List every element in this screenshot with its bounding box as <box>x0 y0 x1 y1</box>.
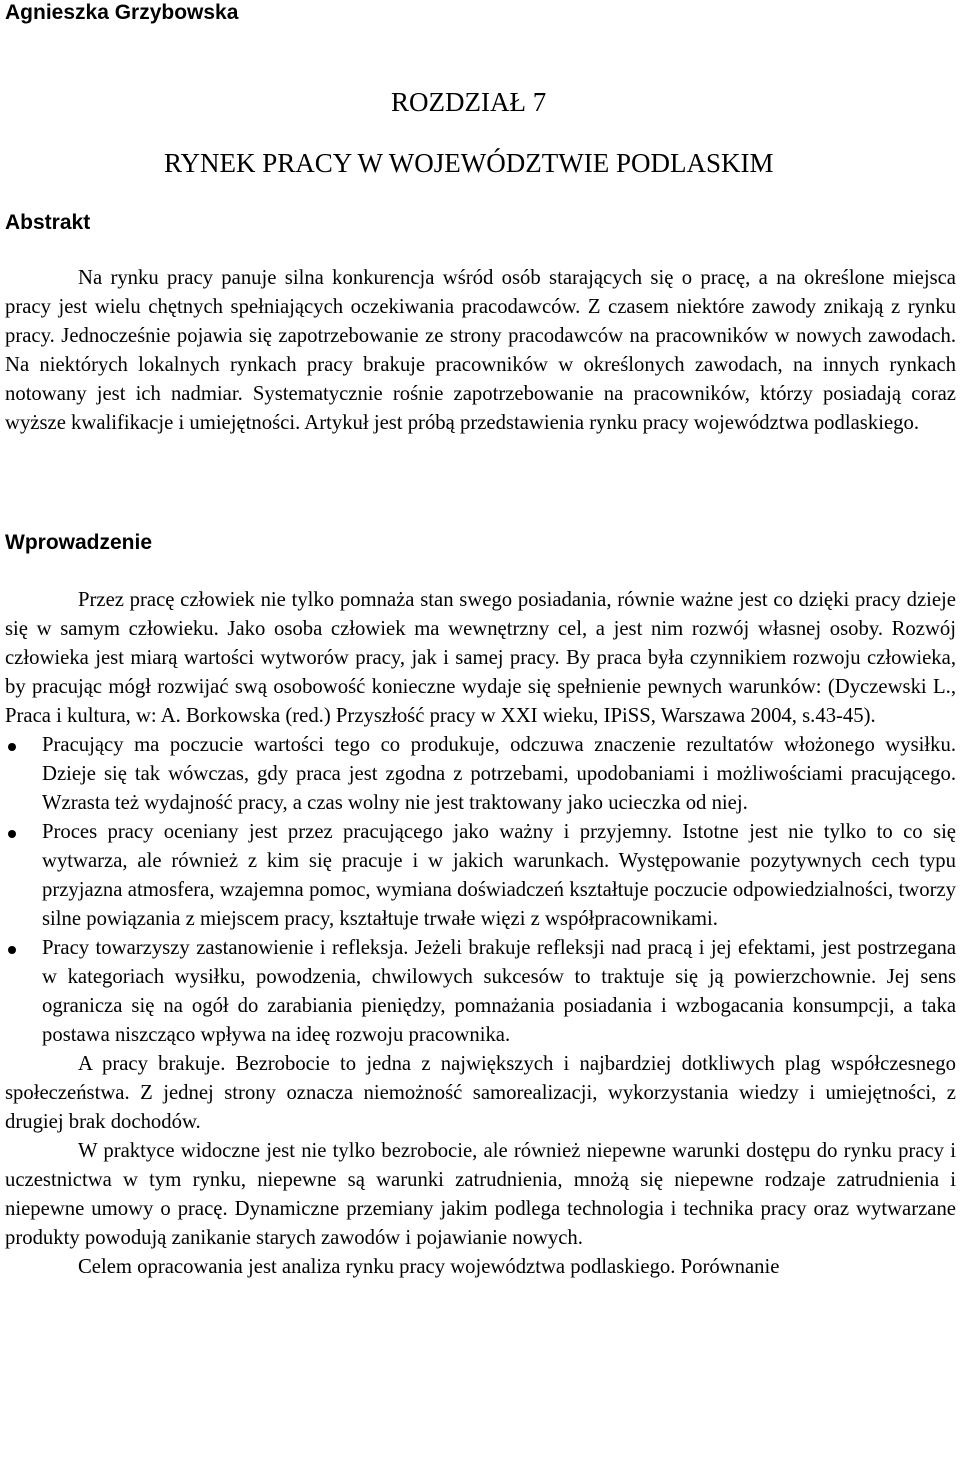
bullet-icon <box>8 743 16 751</box>
bullet-item <box>5 818 956 934</box>
author-name: Agnieszka Grzybowska <box>5 1 239 24</box>
intro-paragraph-1: Przez pracę człowiek nie tylko pomnaża stan swego posiadania, równie ważne jest co dzięki pracy dzieje się w samym człowieku. Jako osoba człowiek ma wewnętrzny cel, a jest nim rozwój własnej osoby. Rozwój człowieka jest miarą wartości wytworów pracy, jak i samej pracy. By praca była czynnikiem rozwoju człowieka, by pracując mógł rozwijać swą osobowość konieczne wydaje się spełnienie pewnych warunków: (Dyczewski L., Praca i kultura, w: A. Borkowska (red.) Przyszłość pracy w XXI wieku, IPiSS, Warszawa 2004, s.43-45). <box>5 589 956 727</box>
abstract-heading: Abstrakt <box>5 211 91 234</box>
bullet-icon <box>8 830 16 838</box>
intro-paragraph-3: W praktyce widoczne jest nie tylko bezrobocie, ale również niepewne warunki dostępu do rynku pracy i uczestnictwa w tym rynku, niepewne są warunki zatrudnienia, mnożą się niepewne rodzaje zatrudnienia i niepewne umowy o pracę. Dynamiczne przemiany jakim podlega technologia i technika pracy oraz wytwarzane produkty powodują zanikanie starych zawodów i pojawianie nowych. <box>5 1140 956 1249</box>
intro-section <box>5 586 956 1282</box>
bullet-item <box>5 731 956 818</box>
intro-paragraph-2: A pracy brakuje. Bezrobocie to jedna z największych i najbardziej dotkliwych plag współczesnego społeczeństwa. Z jednej strony oznacza niemożność samorealizacji, wykorzystania wiedzy i umiejętności, z drugiej brak dochodów. <box>5 1053 956 1133</box>
chapter-title: RYNEK PRACY W WOJEWÓDZTWIE PODLASKIM <box>164 148 774 178</box>
bullet-text: Pracy towarzyszy zastanowienie i refleksja. Jeżeli brakuje refleksji nad pracą i jej efektami, jest postrzegana w kategoriach wysiłku, powodzenia, chwilowych sukcesów to traktuje się ją powierzchownie. Jej sens ogranicza się na ogół do zarabiania pieniędzy, pomnażania posiadania i wzbogacania konsumpcji, a taka postawa niszcząco wpływa na ideę rozwoju pracownika. <box>42 937 956 1046</box>
intro-heading: Wprowadzenie <box>5 531 153 554</box>
abstract-section <box>5 264 956 438</box>
bullet-text: Pracujący ma poczucie wartości tego co produkuje, odczuwa znaczenie rezultatów włożonego wysiłku. Dzieje się tak wówczas, gdy praca jest zgodna z potrzebami, upodobaniami i możliwościami pracującego. Wzrasta też wydajność pracy, a czas wolny nie jest traktowany jako ucieczka od niej. <box>42 734 956 814</box>
abstract-text: Na rynku pracy panuje silna konkurencja wśród osób starających się o pracę, a na określone miejsca pracy jest wielu chętnych spełniających oczekiwania pracodawców. Z czasem niektóre zawody znikają z rynku pracy. Jednocześnie pojawia się zapotrzebowanie ze strony pracodawców na pracowników w nowych zawodach. Na niektórych lokalnych rynkach pracy brakuje pracowników w określonych zawodach, na innych rynkach notowany jest ich nadmiar. Systematycznie rośnie zapotrzebowanie na pracowników, którzy posiadają coraz wyższe kwalifikacje i umiejętności. Artykuł jest próbą przedstawienia rynku pracy województwa podlaskiego. <box>5 267 956 434</box>
bullet-icon <box>8 946 16 954</box>
bullet-list <box>5 731 956 1050</box>
chapter-number: ROZDZIAŁ 7 <box>391 87 547 117</box>
intro-paragraph-4: Celem opracowania jest analiza rynku pracy województwa podlaskiego. Porównanie <box>78 1256 780 1278</box>
bullet-item <box>5 934 956 1050</box>
bullet-text: Proces pracy oceniany jest przez pracującego jako ważny i przyjemny. Istotne jest nie tylko to co się wytwarza, ale również z kim się pracuje i w jakich warunkach. Występowanie pozytywnych cech typu przyjazna atmosfera, wzajemna pomoc, wymiana doświadczeń kształtuje poczucie odpowiedzialności, tworzy silne powiązania z miejscem pracy, kształtuje trwałe więzi z współpracownikami. <box>42 821 956 930</box>
